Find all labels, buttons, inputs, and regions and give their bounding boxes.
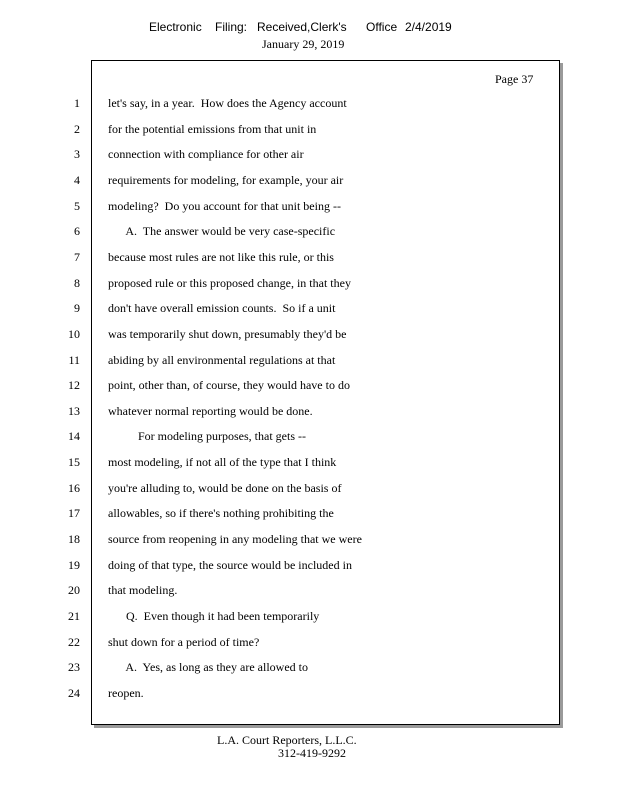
transcript-line-text: don't have overall emission counts. So if a unit [108,301,336,315]
line-number: 10 [68,327,80,341]
transcript-line-text: A. Yes, as long as they are allowed to [108,660,308,674]
line-number: 15 [68,455,80,469]
transcript-line-text: A. The answer would be very case-specific [108,224,336,238]
line-number: 6 [74,224,80,238]
transcript-line-text: proposed rule or this proposed change, in that they [108,276,351,290]
transcript-line-text: most modeling, if not all of the type that I think [108,455,337,469]
transcript-line-text: point, other than, of course, they would have to do [108,378,350,392]
transcript-line-text: because most rules are not like this rule, or this [108,250,334,264]
line-number: 13 [68,404,80,418]
transcript-line-text: let's say, in a year. How does the Agency account [108,96,347,110]
filing-stamp-office: Office [366,20,398,34]
line-number: 4 [74,173,80,187]
line-number: 18 [68,532,80,546]
line-number: 8 [74,276,80,290]
page-number: Page 37 [495,72,534,86]
transcript-line-text: Q. Even though it had been temporarily [108,609,320,623]
transcript-line-text: shut down for a period of time? [108,635,260,649]
transcript-line-text: whatever normal reporting would be done. [108,404,313,418]
line-number: 9 [74,301,80,315]
transcript-date: January 29, 2019 [262,37,345,51]
line-number: 17 [68,506,80,520]
line-number: 19 [68,558,80,572]
court-reporter-phone: 312-419-9292 [278,746,346,760]
line-number: 21 [68,609,80,623]
transcript-line-text: that modeling. [108,583,178,597]
transcript-line-text: you're alluding to, would be done on the basis of [108,481,342,495]
line-number: 20 [68,583,80,597]
line-number: 11 [68,353,80,367]
transcript-line-text: reopen. [108,686,144,700]
line-number: 3 [74,147,80,161]
transcript-line-text: was temporarily shut down, presumably they'd be [108,327,347,341]
transcript-line-text: connection with compliance for other air [108,147,304,161]
filing-stamp-electronic: Electronic [149,20,202,34]
line-number: 5 [74,199,80,213]
transcript-line-text: requirements for modeling, for example, your air [108,173,344,187]
filing-stamp-date: 2/4/2019 [405,20,452,34]
line-number: 16 [68,481,80,495]
line-number: 1 [74,96,80,110]
transcript-line-text: For modeling purposes, that gets -- [108,429,306,443]
transcript-line-text: modeling? Do you account for that unit being -- [108,199,341,213]
line-number: 24 [68,686,80,700]
transcript-line-text: abiding by all environmental regulations at that [108,353,336,367]
filing-stamp-received: Received,Clerk's [257,20,347,34]
transcript-line-text: source from reopening in any modeling that we were [108,532,362,546]
line-number: 7 [74,250,80,264]
transcript-line-text: for the potential emissions from that unit in [108,122,317,136]
transcript-line-text: doing of that type, the source would be included in [108,558,352,572]
line-number: 2 [74,122,80,136]
transcript-line-text: allowables, so if there's nothing prohibiting the [108,506,334,520]
filing-stamp-filing: Filing: [215,20,248,34]
line-number: 12 [68,378,80,392]
line-number: 22 [68,635,80,649]
line-number: 23 [68,660,80,674]
line-number: 14 [68,429,80,443]
court-reporter-name: L.A. Court Reporters, L.L.C. [217,733,357,747]
filing-stamp-header [0,20,618,36]
